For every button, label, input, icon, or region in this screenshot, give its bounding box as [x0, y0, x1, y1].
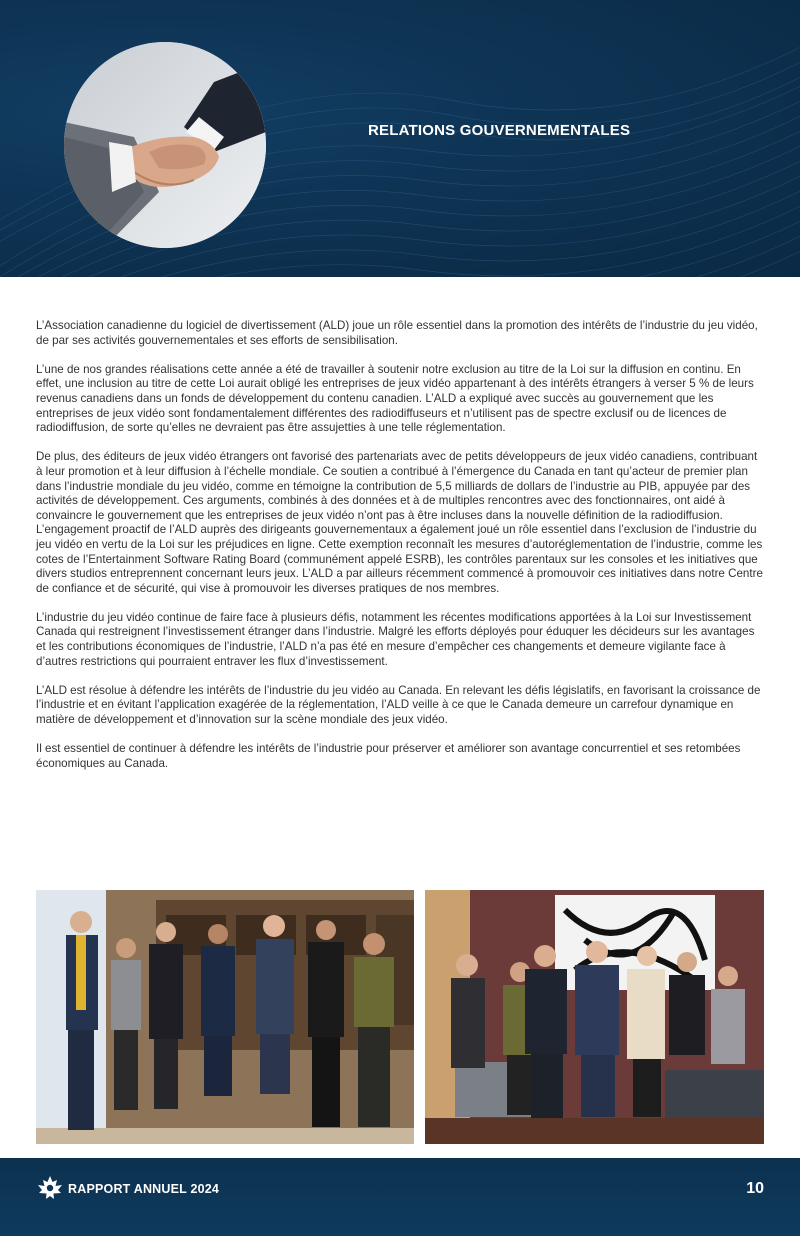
- page-number: 10: [746, 1180, 764, 1197]
- group-photo-meeting-room: [425, 890, 764, 1144]
- paragraph-challenges: L’industrie du jeu vidéo continue de faire face à plusieurs défis, notamment les récentes modifications apportées à la Loi sur Investissement Canada qui restreignent l’investissement étranger dans l’industrie. Malgré les efforts déployés pour éduquer les décideurs sur les avantages et les contributions économiques de l’industrie, l’ALD n’a pas été en mesure d’empêcher ces changements et demeure vigilante face à d’autres restrictions qui pourraient entraver les flux d’investissement.: [36, 610, 755, 668]
- maple-leaf-logo-icon: [36, 1175, 64, 1201]
- handshake-icon: [64, 42, 266, 248]
- section-title: RELATIONS GOUVERNEMENTALES: [368, 122, 631, 139]
- group-photo-office: [36, 890, 414, 1144]
- header-banner: [0, 0, 800, 277]
- report-title: RAPPORT ANNUEL 2024: [68, 1182, 220, 1196]
- paragraph-commitment: L’ALD est résolue à défendre les intérêts de l’industrie du jeu vidéo au Canada. En relevant les défis législatifs, en favorisant la croissance de l’industrie et en évitant l’application exagérée de la réglementation, l’ALD veille à ce que le Canada demeure un carrefour dynamique en matière de développement et d’innovation sur la scène mondiale des jeux vidéo.: [36, 683, 761, 727]
- article-body: [36, 319, 764, 786]
- paragraph-intro: L’Association canadienne du logiciel de divertissement (ALD) joue un rôle essentiel dans la promotion des intérêts de l’industrie du jeu vidéo, de par ses activités gouvernementales et ses efforts de sensibilisation.: [36, 319, 758, 347]
- paragraph-conclusion: Il est essentiel de continuer à défendre les intérêts de l’industrie pour préserver et améliorer son avantage concurrentiel et ses retombées économiques au Canada.: [36, 742, 741, 770]
- group-photo-meeting-illustration: [425, 890, 764, 1144]
- paragraph-partnerships: De plus, des éditeurs de jeux vidéo étrangers ont favorisé des partenariats avec de petits développeurs de jeux vidéo canadiens, contribuant à leur promotion et à leur diffusion à l’échelle mondiale. Ce soutien a contribué à l’émergence du Canada en tant qu’acteur de premier plan dans l’industrie mondiale du jeu vidéo, comme en témoigne la contribution de 5,5 milliards de dollars de l’industrie au PIB, appuyée par des activités de développement. Ces arguments, combinés à des données et à de multiples rencontres avec des fonctionnaires, ont aidé à convaincre le gouvernement que les entreprises de jeux vidéo n’ont pas à être incluses dans la nouvelle définition de la radiodiffusion. L’engagement proactif de l’ALD auprès des dirigeants gouvernementaux a également joué un rôle essentiel dans l’exclusion de l’industrie du jeu vidéo en vertu de la Loi sur les préjudices en ligne. Cette exemption reconnaît les mesures d’autoréglementation de l’industrie, comme les cotes de l’Entertainment Software Rating Board (communément appelé ESRB), les contrôles parentaux sur les consoles et les initiatives que divers studios entreprennent concernant leurs jeux. L’ALD a par ailleurs récemment commencé à promouvoir ces initiatives dans notre Centre de confiance et de sécurité, qui vise à promouvoir les diverses pratiques de nos membres.: [36, 450, 763, 595]
- group-photo-office-illustration: [36, 890, 414, 1144]
- paragraph-streaming-act: L’une de nos grandes réalisations cette année a été de travailler à soutenir notre exclusion au titre de la Loi sur la diffusion en continu. En effet, une inclusion au titre de cette Loi aurait obligé les entreprises de jeux vidéo appartenant à des intérêts étrangers à verser 5 % de leurs revenus canadiens dans un fonds de développement du contenu canadien. L’ALD a expliqué avec succès au gouvernement que les entreprises de jeux vidéo sont fondamentalement différentes des radiodiffuseurs et n’utilisent pas de spectre exclusif ou de licences de radiodiffusion, de sorte qu’elles ne devraient pas être assujetties à une telle réglementation.: [36, 362, 754, 435]
- handshake-photo: [64, 42, 266, 248]
- page-footer: [0, 1158, 800, 1236]
